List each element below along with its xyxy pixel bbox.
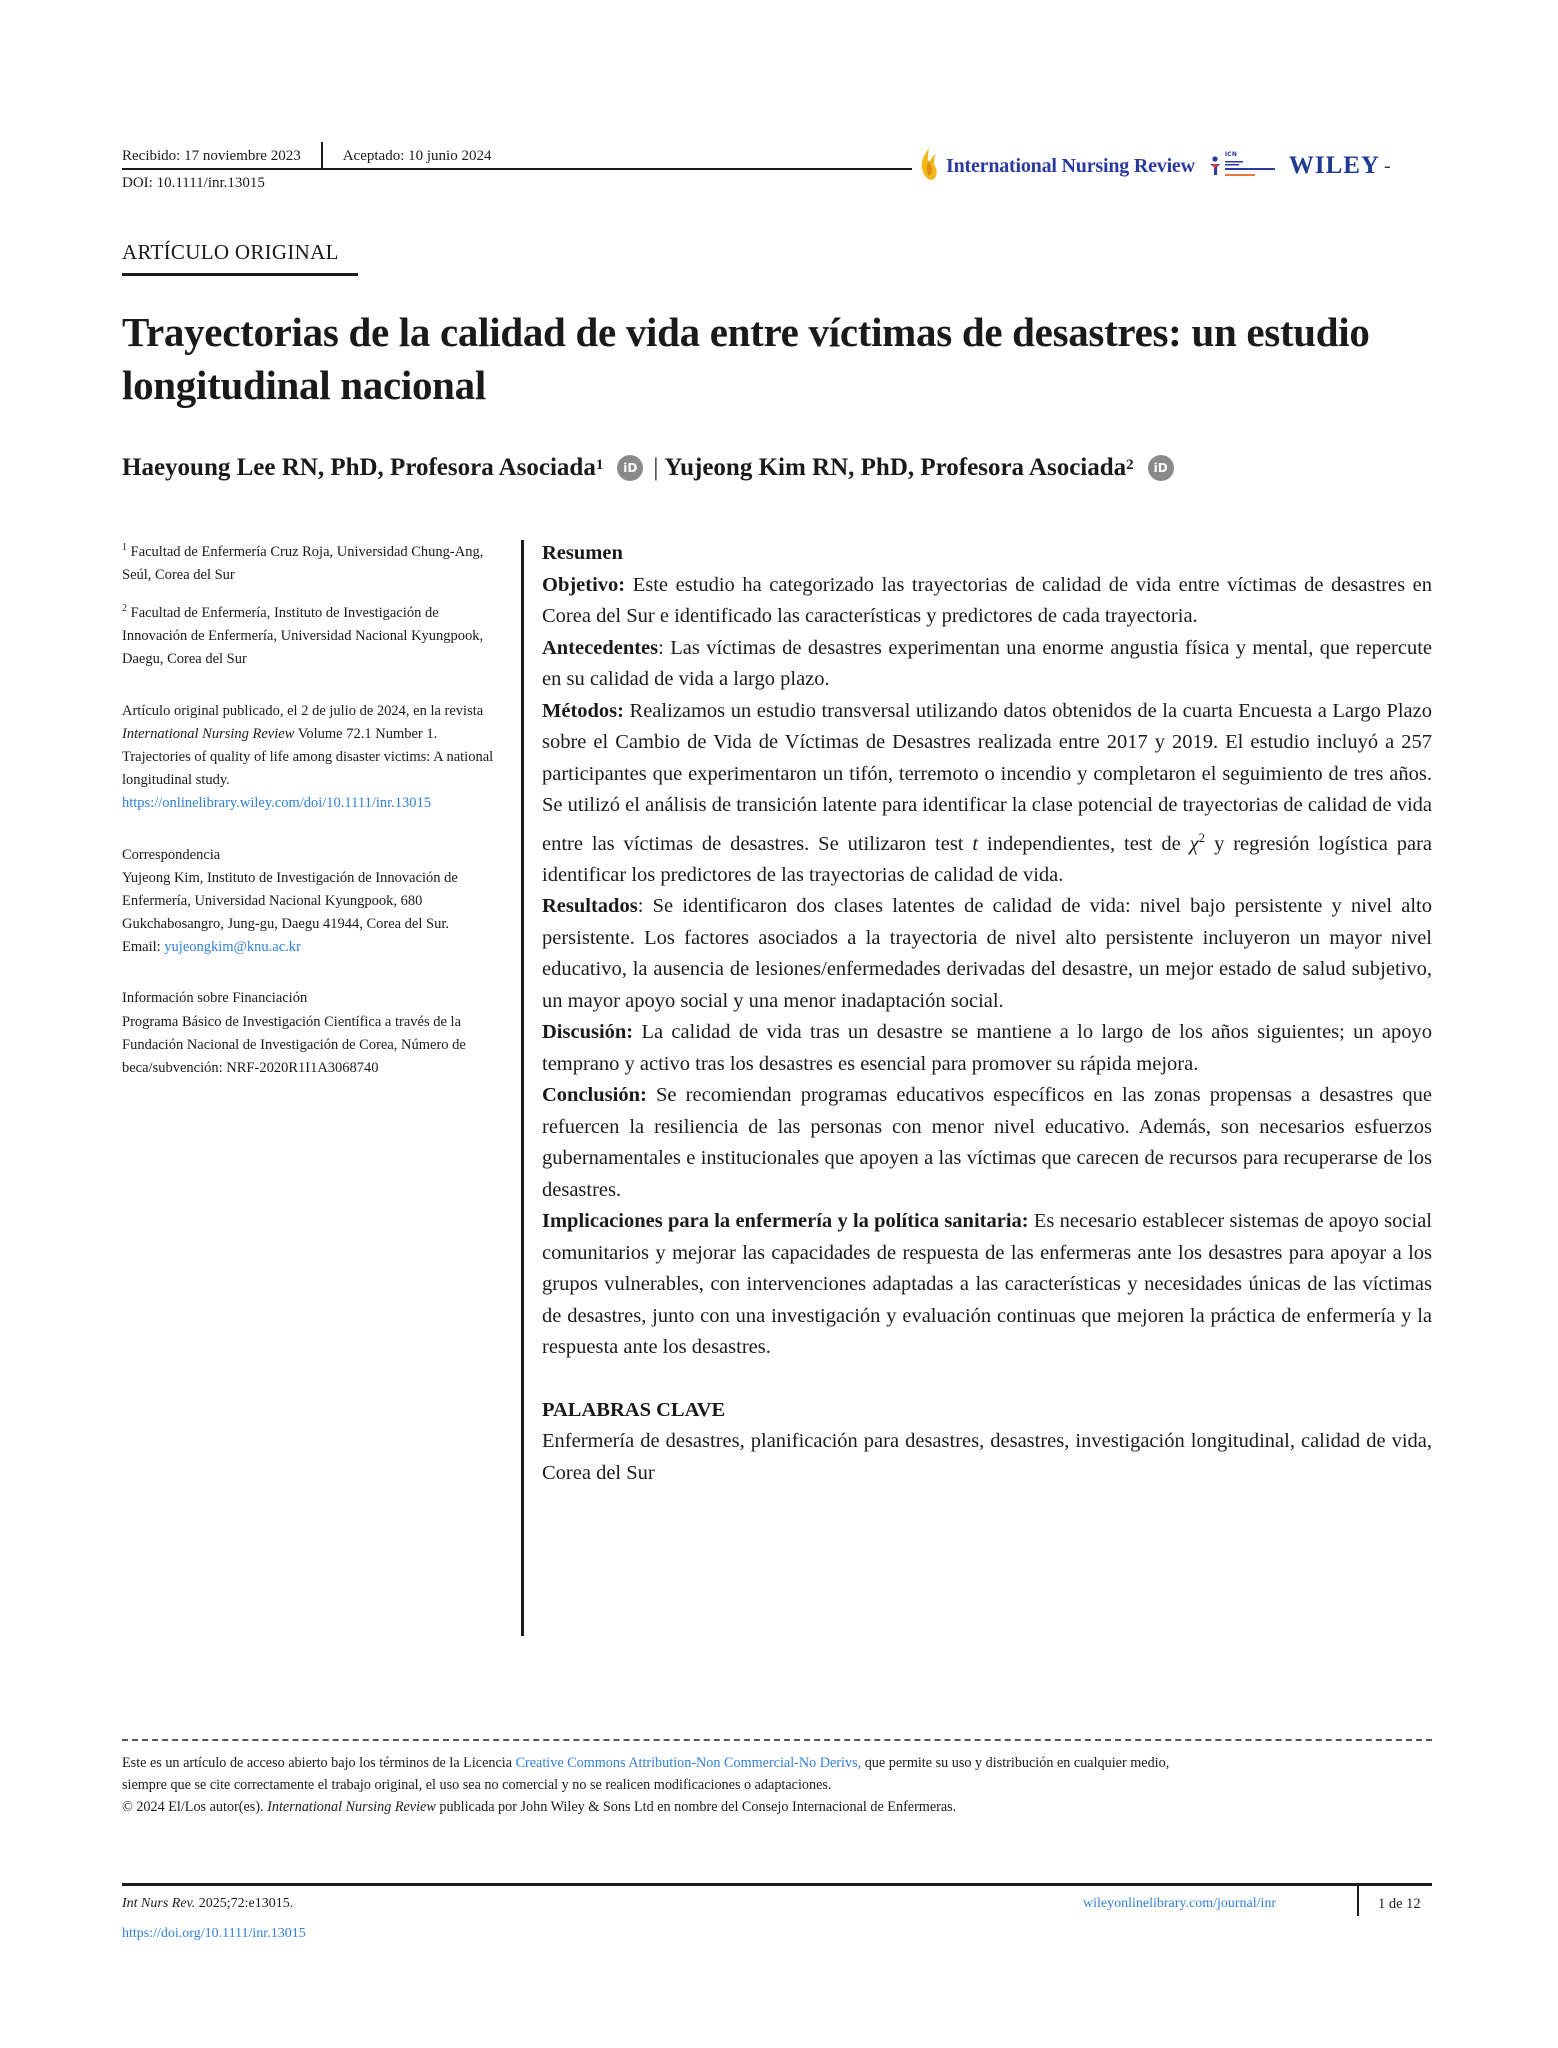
- email-link[interactable]: yujeongkim@knu.ac.kr: [164, 939, 301, 956]
- article-info-column: [122, 540, 507, 1094]
- affiliation-mark: 2: [1126, 456, 1134, 473]
- page-number: 1 de 12: [1378, 1896, 1421, 1912]
- abstract-section-background: Antecedentes: Las víctimas de desastres experimentan una enorme angustia física y mental, que repercute en su calidad de vida a largo plazo.: [542, 636, 1432, 690]
- journal-logo-bar: [918, 146, 1391, 186]
- wiley-logo-text: WILEY: [1288, 152, 1380, 179]
- license-dashed-rule: [122, 1739, 1432, 1741]
- header-dates: [122, 142, 491, 170]
- footer-site-link[interactable]: wileyonlinelibrary.com/journal/inr: [1083, 1896, 1277, 1911]
- header-doi: DOI: 10.1111/inr.13015: [122, 175, 265, 191]
- affiliation: $^2$ Facultad de Enfermería, Instituto de Investigación de Innovación de Enfermería, Universidad Nacional Kyungpook, Daegu, Corea del Sur: [122, 603, 484, 668]
- author-separator: |: [653, 454, 659, 481]
- abstract: [542, 538, 1432, 1489]
- footer-separator: [1357, 1884, 1359, 1916]
- article-type: ARTÍCULO ORIGINAL: [122, 240, 339, 264]
- author-name: Yujeong Kim RN, PhD, Profesora Asociada: [664, 454, 1127, 481]
- flame-icon: [918, 146, 940, 187]
- abstract-section-implications: Implicaciones para la enfermería y la política sanitaria: Es necesario establecer sistemas de apoyo social comunitarios y mejorar las capacidades de respuesta de las enfermeras ante los desastres para apoyar a los grupos vulnerables, con intervenciones adaptadas a las características y necesidades únicas de las víctimas de desastres, junto con una investigación y evaluación continuas que mejoren la práctica de enfermería y la respuesta ante los desastres.: [542, 1210, 1432, 1359]
- abstract-section-objective: Objetivo: Este estudio ha categorizado las trayectorias de calidad de vida entre víctimas de desastres en Corea del Sur e identificado las características y predictores de cada trayectoria.: [542, 573, 1432, 627]
- abstract-section-discussion: Discusión: La calidad de vida tras un desastre se mantiene a lo largo de los años siguientes; un apoyo temprano y activo tras los desastres es esencial para promover su rápida mejora.: [542, 1021, 1433, 1075]
- author-list: [122, 454, 1184, 482]
- affiliation: $^1$ Facultad de Enfermería Cruz Roja, Universidad Chung-Ang, Seúl, Corea del Sur: [122, 542, 484, 584]
- article-type-underline: [122, 273, 358, 276]
- license-link[interactable]: Creative Commons Attribution-Non Commercial-No Derivs,: [515, 1755, 862, 1771]
- publication-note: Artículo original publicado, el 2 de julio de 2024, en la revista International Nursing Review Volume 72.1 Number 1. Trajectories of quality of life among disaster victims: A national longitudinal study. https://onlinelibrary.wiley.com/doi/10.1111/inr.13015: [122, 702, 494, 812]
- abstract-heading: Resumen: [542, 542, 623, 564]
- icn-logo-text: ICN: [1224, 151, 1238, 158]
- received-date: Recibido: 17 noviembre 2023: [122, 147, 301, 164]
- license-notice: Este es un artículo de acceso abierto bajo los términos de la Licencia Creative Commons Attribution-Non Commercial-No Derivs, que permite su uso y distribución en cualquier medio, siempre que se cite correctamente el trabajo original, el uso sea no comercial y no se realicen modificaciones o adaptaciones. © 2024 El/Los autor(es). International Nursing Review publicada por John Wiley & Sons Ltd en nombre del Consejo Internacional de Enfermeras.: [122, 1755, 1170, 1815]
- orcid-icon[interactable]: iD: [1148, 455, 1174, 481]
- affiliation-mark: 1: [595, 456, 604, 473]
- orcid-icon[interactable]: iD: [617, 455, 643, 481]
- correspondence-heading: Correspondencia: [122, 846, 221, 863]
- keywords-list: Enfermería de desastres, planificación para desastres, desastres, investigación longitudinal, calidad de vida, Corea del Sur: [542, 1430, 1432, 1484]
- keywords-heading: PALABRAS CLAVE: [542, 1398, 726, 1421]
- article-title: Trayectorias de la calidad de vida entre víctimas de desastres: un estudio longitudinal nacional: [122, 309, 1370, 409]
- article-url-link[interactable]: https://onlinelibrary.wiley.com/doi/10.1111/inr.13015: [122, 795, 432, 812]
- abstract-section-results: Resultados: Se identificaron dos clases latentes de calidad de vida: nivel bajo persistente y nivel alto persistente. Los factores asociados a la trayectoria de nivel alto persistente incluyeron un mayor nivel educativo, la ausencia de lesiones/enfermedades derivadas del desastre, un mejor estado de salud subjetivo, un mayor apoyo social y una menor inadaptación social.: [542, 895, 1432, 1012]
- abstract-section-methods: Métodos: Realizamos un estudio transversal utilizando datos obtenidos de la cuarta Encuesta a Largo Plazo sobre el Cambio de Vida de Víctimas de Desastres realizada entre 2017 y 2019. El estudio incluyó a 257 participantes que experimentaron un tifón, terremoto o incendio y completaron el seguimiento de tres años. Se utilizó el análisis de transición latente para identificar la clase potencial de trayectorias de calidad de vida entre las víctimas de desastres. Se utilizaron test t independientes, test de $\chi^2$ y regresión logística para identificar los predictores de las trayectorias de calidad de vida.: [542, 699, 1433, 886]
- author-name: Haeyoung Lee RN, PhD, Profesora Asociada: [122, 454, 596, 481]
- accepted-date: Aceptado: 10 junio 2024: [342, 147, 492, 164]
- correspondence: Correspondencia Yujeong Kim, Instituto de Investigación de Innovación de Enfermería, Universidad Nacional Kyungpook, 680 Gukchabosangro, Jung-gu, Daegu 41944, Corea del Sur. Email: yujeongkim@knu.ac.kr: [122, 846, 458, 956]
- footer-citation: Int Nurs Rev. 2025;72:e13015.: [122, 1896, 294, 1911]
- abstract-section-conclusion: Conclusión: Se recomiendan programas educativos específicos en las zonas propensas a desastres que refuercen la resiliencia de las personas con menor nivel educativo. Además, son necesarios esfuerzos gubernamentales e institucionales que apoyen a las víctimas que carecen de recursos para recuperarse de los desastres.: [542, 1084, 1433, 1201]
- column-divider: [521, 540, 524, 1636]
- funding: Información sobre Financiación Programa Básico de Investigación Científica a través de la Fundación Nacional de Investigación de Corea, Número de beca/subvención: NRF-2020R1I1A3068740: [122, 990, 466, 1077]
- header-rule: [122, 168, 912, 170]
- logo-trailing-dash: -: [1383, 154, 1391, 177]
- icn-logo: [1209, 151, 1279, 181]
- date-separator: [321, 142, 323, 170]
- footer-doi-link[interactable]: https://doi.org/10.1111/inr.13015: [122, 1926, 306, 1941]
- funding-heading: Información sobre Financiación: [122, 990, 308, 1007]
- journal-logo-text: International Nursing Review: [946, 154, 1195, 177]
- footer-rule: [122, 1883, 1432, 1886]
